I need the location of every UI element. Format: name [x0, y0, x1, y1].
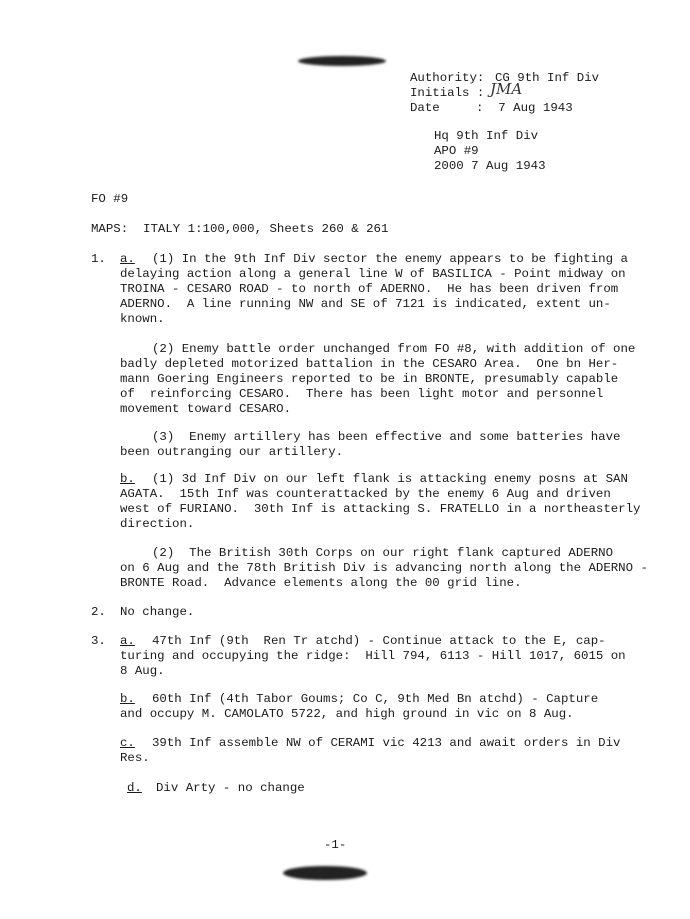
- paragraph-1-number: 1.: [91, 252, 106, 266]
- issue-time: 2000 7 Aug 1943: [434, 159, 546, 173]
- paragraph-3-number: 3.: [91, 634, 106, 648]
- authority-label: Authority:: [410, 71, 485, 85]
- text-line: (1) 3d Inf Div on our left flank is attacking enemy posns at SAN: [152, 472, 628, 486]
- hq-name: Hq 9th Inf Div: [434, 129, 539, 143]
- text-line: Res.: [120, 751, 150, 765]
- para3-d-label: d.: [127, 781, 142, 795]
- text-line: (2) The British 30th Corps on our right flank captured ADERNO: [152, 546, 614, 560]
- text-line: (3) Enemy artillery has been effective and some batteries have: [152, 430, 621, 444]
- date-label: Date: [410, 101, 440, 115]
- para3-c-label: c.: [120, 736, 135, 750]
- text-line: delaying action along a general line W of BASILICA - Point midway on: [120, 267, 626, 281]
- text-line: (2) Enemy battle order unchanged from FO #8, with addition of one: [152, 342, 636, 356]
- page-number: -1-: [324, 838, 347, 852]
- para3-b-label: b.: [120, 692, 135, 706]
- text-line: west of FURIANO. 30th Inf is attacking S. FRATELLO in a northeasterly: [120, 502, 641, 516]
- field-order-number: FO #9: [91, 192, 129, 206]
- maps-reference: MAPS: ITALY 1:100,000, Sheets 260 & 261: [91, 222, 389, 236]
- text-line: TROINA - CESARO ROAD - to north of ADERNO. He has been driven from: [120, 282, 619, 296]
- para3-a-label: a.: [120, 634, 135, 648]
- apo-number: APO #9: [434, 144, 479, 158]
- para3-d-text: Div Arty - no change: [156, 781, 305, 795]
- text-line: AGATA. 15th Inf was counterattacked by the enemy 6 Aug and driven: [120, 487, 611, 501]
- para1-b-label: b.: [120, 472, 135, 486]
- text-line: been outranging our artillery.: [120, 445, 344, 459]
- text-line: mann Goering Engineers reported to be in BRONTE, presumably capable: [120, 372, 619, 386]
- text-line: of reinforcing CESARO. There has been light motor and personnel: [120, 387, 604, 401]
- text-line: 47th Inf (9th Ren Tr atchd) - Continue attack to the E, cap-: [152, 634, 606, 648]
- text-line: (1) In the 9th Inf Div sector the enemy appears to be fighting a: [152, 252, 628, 266]
- date-value: : 7 Aug 1943: [476, 101, 573, 115]
- text-line: on 6 Aug and the 78th British Div is advancing north along the ADERNO -: [120, 561, 648, 575]
- text-line: BRONTE Road. Advance elements along the 00 grid line.: [120, 576, 522, 590]
- para1-a-label: a.: [120, 252, 135, 266]
- authority-value: CG 9th Inf Div: [495, 71, 600, 85]
- text-line: ADERNO. A line running NW and SE of 7121 is indicated, extent un-: [120, 297, 611, 311]
- paragraph-2-text: No change.: [120, 605, 195, 619]
- text-line: known.: [120, 312, 165, 326]
- text-line: badly depleted motorized battalion in the CESARO Area. One bn Her-: [120, 357, 619, 371]
- text-line: direction.: [120, 517, 195, 531]
- paragraph-2-number: 2.: [91, 605, 106, 619]
- text-line: 39th Inf assemble NW of CERAMI vic 4213 and await orders in Div: [152, 736, 621, 750]
- initials-label: Initials :: [410, 86, 485, 100]
- text-line: 60th Inf (4th Tabor Goums; Co C, 9th Med Bn atchd) - Capture: [152, 692, 599, 706]
- text-line: and occupy M. CAMOLATO 5722, and high ground in vic on 8 Aug.: [120, 707, 574, 721]
- initials-signature: JMA: [490, 80, 523, 98]
- text-line: movement toward CESARO.: [120, 402, 292, 416]
- text-line: 8 Aug.: [120, 664, 165, 678]
- text-line: turing and occupying the ridge: Hill 794, 6113 - Hill 1017, 6015 on: [120, 649, 626, 663]
